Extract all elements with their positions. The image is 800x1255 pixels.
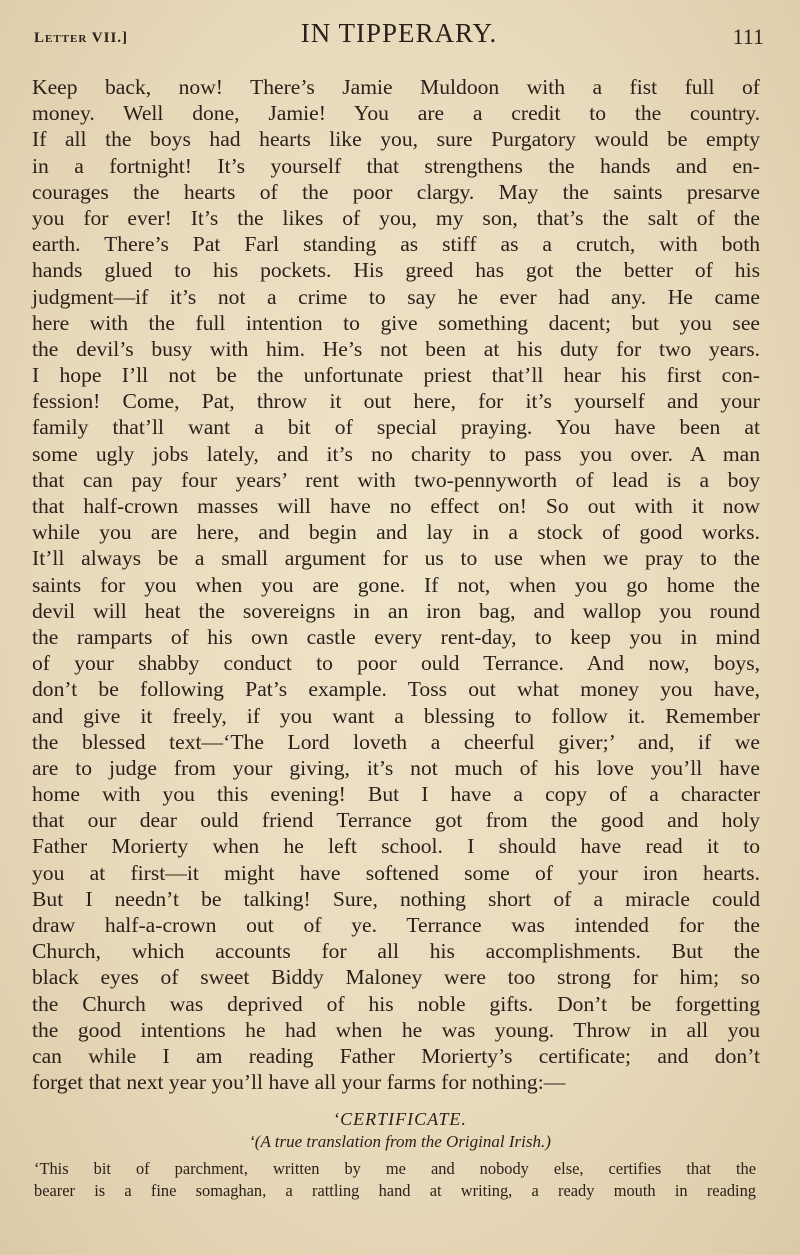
text-line: the blessed text—‘The Lord loveth a cheerful giver;’ and, if we <box>32 729 760 754</box>
text-line: hands glued to his pockets. His greed has got the better of his <box>32 258 760 283</box>
text-line: black eyes of sweet Biddy Maloney were too strong for him; so <box>32 965 760 990</box>
text-line: here with the full intention to give something dacent; but you see <box>32 310 760 335</box>
text-line: family that’ll want a bit of special praying. You have been at <box>32 415 760 440</box>
text-line: home with you this evening! But I have a copy of a character <box>32 782 760 807</box>
text-line: the Church was deprived of his noble gifts. Don’t be forgetting <box>32 991 760 1016</box>
text-line: money. Well done, Jamie! You are a credit to the country. <box>32 101 760 126</box>
body-paragraph <box>32 74 760 1095</box>
text-line: and give it freely, if you want a blessing to follow it. Remember <box>32 703 760 728</box>
text-line: that can pay four years’ rent with two-pennyworth of lead is a boy <box>32 467 760 492</box>
text-line: It’ll always be a small argument for us to use when we pray to the <box>32 546 760 571</box>
page-number: 111 <box>732 24 764 49</box>
text-line: forget that next year you’ll have all your farms for nothing:— <box>32 1070 566 1095</box>
text-line: fession! Come, Pat, throw it out here, for it’s yourself and your <box>32 389 760 414</box>
text-line: some ugly jobs lately, and it’s no charity to pass you over. A man <box>32 441 760 466</box>
text-line: courages the hearts of the poor clargy. May the saints presarve <box>32 179 760 204</box>
text-line: of your shabby conduct to poor ould Terrance. And now, boys, <box>32 651 760 676</box>
text-line: Church, which accounts for all his accomplishments. But the <box>32 939 760 964</box>
text-line: If all the boys had hearts like you, sure Purgatory would be empty <box>32 127 760 152</box>
header-title: IN TIPPERARY. <box>300 18 498 48</box>
text-line: Keep back, now! There’s Jamie Muldoon with a fist full of <box>32 75 760 99</box>
header-letter-number: Letter VII.] <box>34 30 129 46</box>
certificate-subtitle: ‘(A true translation from the Original Irish.) <box>249 1132 551 1151</box>
text-line: the good intentions he had when he was young. Throw in all you <box>32 1017 760 1042</box>
text-line: Father Morierty when he left school. I should have read it to <box>32 834 760 859</box>
text-line: But I needn’t be talking! Sure, nothing short of a miracle could <box>32 886 760 911</box>
certificate-title: ‘CERTIFICATE. <box>333 1109 467 1129</box>
text-line: I hope I’ll not be the unfortunate priest that’ll hear his first con- <box>32 363 760 388</box>
running-header <box>34 18 764 58</box>
text-line: draw half-a-crown out of ye. Terrance was intended for the <box>32 913 760 937</box>
text-line: are to judge from your giving, it’s not much of his love you’ll have <box>32 755 760 780</box>
text-line: in a fortnight! It’s yourself that strengthens the hands and en- <box>32 153 760 178</box>
text-line: that half-crown masses will have no effect on! So out with it now <box>32 494 760 518</box>
certificate-line: ‘This bit of parchment, written by me and nobody else, certifies that the <box>34 1159 756 1178</box>
text-line: can while I am reading Father Morierty’s certificate; and don’t <box>32 1043 760 1068</box>
text-line: that our dear ould friend Terrance got from the good and holy <box>32 808 760 833</box>
text-line: the ramparts of his own castle every rent-day, to keep you in mind <box>32 624 760 649</box>
text-line: you at first—it might have softened some of your iron hearts. <box>32 860 760 885</box>
text-line: devil will heat the sovereigns in an iron bag, and wallop you round <box>32 598 760 623</box>
text-line: judgment—if it’s not a crime to say he ever had any. He came <box>32 284 760 309</box>
text-line: don’t be following Pat’s example. Toss out what money you have, <box>32 677 760 702</box>
text-line: saints for you when you are gone. If not, when you go home the <box>32 572 760 597</box>
text-line: you for ever! It’s the likes of you, my son, that’s the salt of the <box>32 205 760 230</box>
text-line: while you are here, and begin and lay in a stock of good works. <box>32 520 760 545</box>
text-line: earth. There’s Pat Farl standing as stiff as a crutch, with both <box>32 232 760 257</box>
text-line: the devil’s busy with him. He’s not been at his duty for two years. <box>32 336 760 361</box>
certificate-text <box>34 1158 756 1202</box>
certificate-line: bearer is a fine somaghan, a rattling hand at writing, a ready mouth in reading <box>34 1181 756 1200</box>
